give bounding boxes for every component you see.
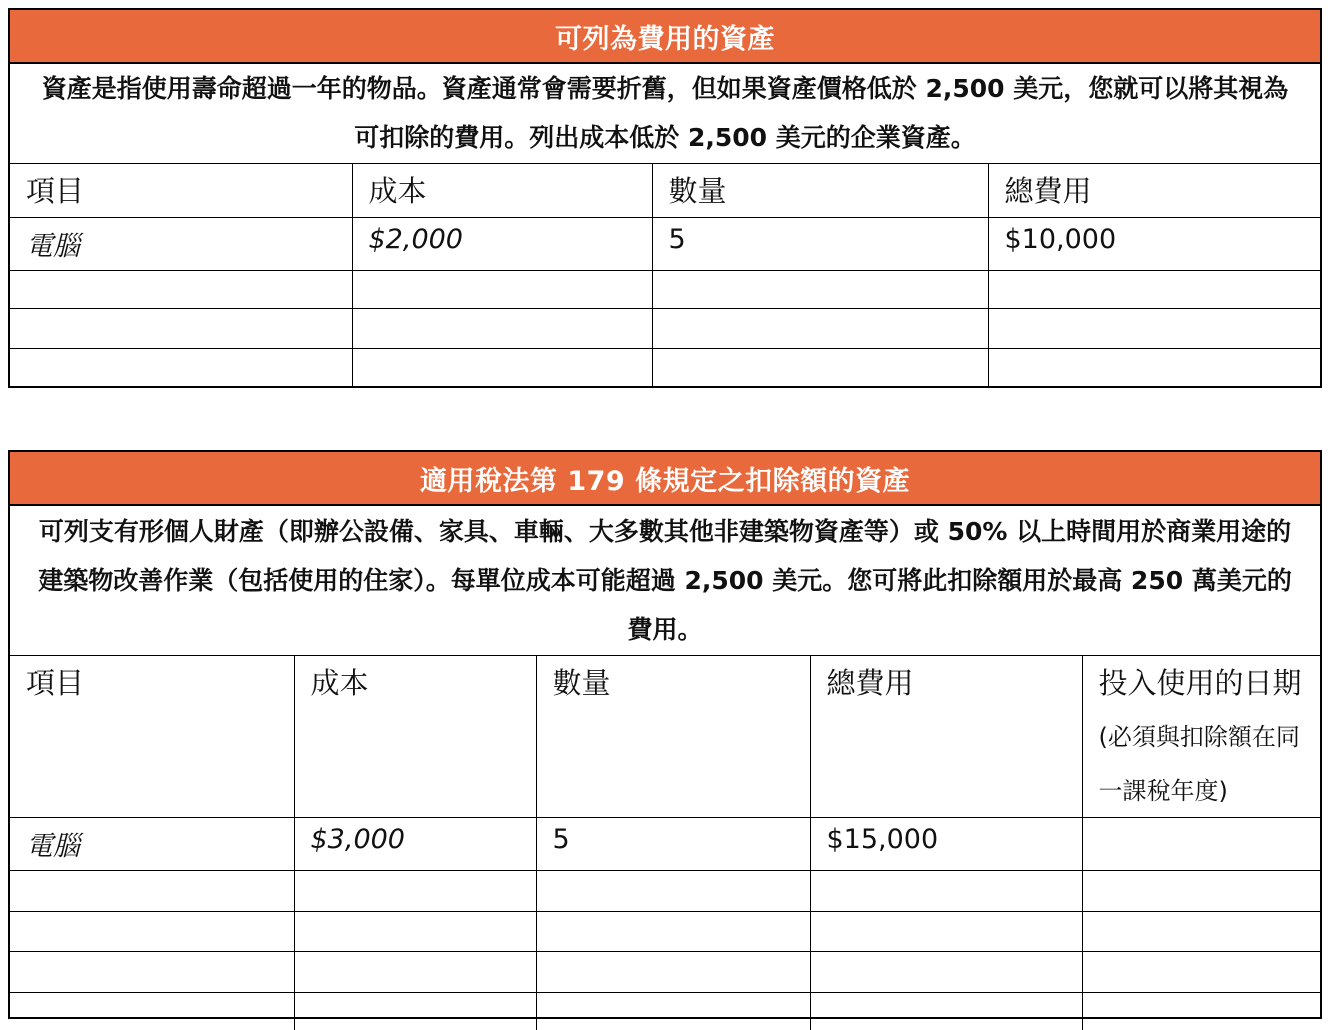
item-cell[interactable] bbox=[10, 870, 294, 911]
section-title: 適用稅法第 179 條規定之扣除額的資產 bbox=[10, 452, 1320, 505]
table-row bbox=[10, 870, 1320, 911]
cost-cell[interactable]: $2,000 bbox=[352, 217, 652, 270]
total-cell[interactable] bbox=[810, 911, 1082, 951]
item-cell[interactable]: 電腦 bbox=[10, 217, 352, 270]
column-header-quantity: 數量 bbox=[536, 655, 810, 817]
cost-cell[interactable] bbox=[294, 870, 536, 911]
quantity-cell[interactable] bbox=[652, 348, 988, 387]
date-header-label: 投入使用的日期 bbox=[1098, 665, 1302, 700]
table-row bbox=[10, 951, 1320, 992]
item-cell[interactable] bbox=[10, 270, 352, 308]
total-cell[interactable] bbox=[988, 270, 1320, 308]
table-row bbox=[10, 270, 1320, 308]
total-cell[interactable] bbox=[988, 348, 1320, 387]
item-cell[interactable]: 電腦 bbox=[10, 817, 294, 870]
quantity-cell[interactable] bbox=[536, 992, 810, 1030]
date-header-note: (必須與扣除額在同一課稅年度) bbox=[1098, 722, 1300, 805]
quantity-cell[interactable]: 5 bbox=[536, 817, 810, 870]
column-header-cost: 成本 bbox=[294, 655, 536, 817]
cost-cell[interactable] bbox=[352, 270, 652, 308]
expensable-assets-table bbox=[10, 10, 1320, 387]
quantity-cell[interactable] bbox=[536, 911, 810, 951]
cost-cell[interactable] bbox=[352, 348, 652, 387]
date-cell[interactable] bbox=[1082, 992, 1320, 1030]
total-cell[interactable] bbox=[988, 308, 1320, 348]
table-row bbox=[10, 911, 1320, 951]
total-cell[interactable] bbox=[810, 992, 1082, 1030]
column-header-total: 總費用 bbox=[988, 163, 1320, 217]
column-header-quantity: 數量 bbox=[652, 163, 988, 217]
table-row bbox=[10, 348, 1320, 387]
section-179-assets-table bbox=[10, 452, 1320, 1030]
quantity-cell[interactable] bbox=[536, 870, 810, 911]
table-row bbox=[10, 308, 1320, 348]
quantity-cell[interactable] bbox=[652, 270, 988, 308]
column-header-item: 項目 bbox=[10, 163, 352, 217]
date-cell[interactable] bbox=[1082, 817, 1320, 870]
section-179-assets-section bbox=[8, 450, 1322, 1019]
column-header-total: 總費用 bbox=[810, 655, 1082, 817]
date-cell[interactable] bbox=[1082, 911, 1320, 951]
cost-cell[interactable] bbox=[352, 308, 652, 348]
column-header-cost: 成本 bbox=[352, 163, 652, 217]
item-cell[interactable] bbox=[10, 308, 352, 348]
expensable-assets-section bbox=[8, 8, 1322, 388]
cost-cell[interactable] bbox=[294, 992, 536, 1030]
item-cell[interactable] bbox=[10, 348, 352, 387]
date-cell[interactable] bbox=[1082, 951, 1320, 992]
total-cell[interactable]: $10,000 bbox=[988, 217, 1320, 270]
section-title: 可列為費用的資產 bbox=[10, 10, 1320, 63]
total-cell[interactable] bbox=[810, 951, 1082, 992]
table-row bbox=[10, 217, 1320, 270]
total-cell[interactable] bbox=[810, 870, 1082, 911]
section-description: 資產是指使用壽命超過一年的物品。資產通常會需要折舊，但如果資產價格低於 2,500 美元，您就可以將其視為可扣除的費用。列出成本低於 2,500 美元的企業資產。 bbox=[10, 63, 1320, 163]
total-cell[interactable]: $15,000 bbox=[810, 817, 1082, 870]
quantity-cell[interactable] bbox=[536, 951, 810, 992]
table-row bbox=[10, 992, 1320, 1030]
table-row bbox=[10, 817, 1320, 870]
item-cell[interactable] bbox=[10, 951, 294, 992]
cost-cell[interactable] bbox=[294, 951, 536, 992]
item-cell[interactable] bbox=[10, 992, 294, 1030]
quantity-cell[interactable] bbox=[652, 308, 988, 348]
item-cell[interactable] bbox=[10, 911, 294, 951]
column-header-item: 項目 bbox=[10, 655, 294, 817]
section-description: 可列支有形個人財產（即辦公設備、家具、車輛、大多數其他非建築物資產等）或 50% 以上時間用於商業用途的建築物改善作業（包括使用的住家）。每單位成本可能超過 2,500 美元。您可將此扣除額用於最高 250 萬美元的費用。 bbox=[10, 505, 1320, 655]
column-header-date-placed-in-service bbox=[1082, 655, 1320, 817]
quantity-cell[interactable]: 5 bbox=[652, 217, 988, 270]
date-cell[interactable] bbox=[1082, 870, 1320, 911]
cost-cell[interactable] bbox=[294, 911, 536, 951]
cost-cell[interactable]: $3,000 bbox=[294, 817, 536, 870]
